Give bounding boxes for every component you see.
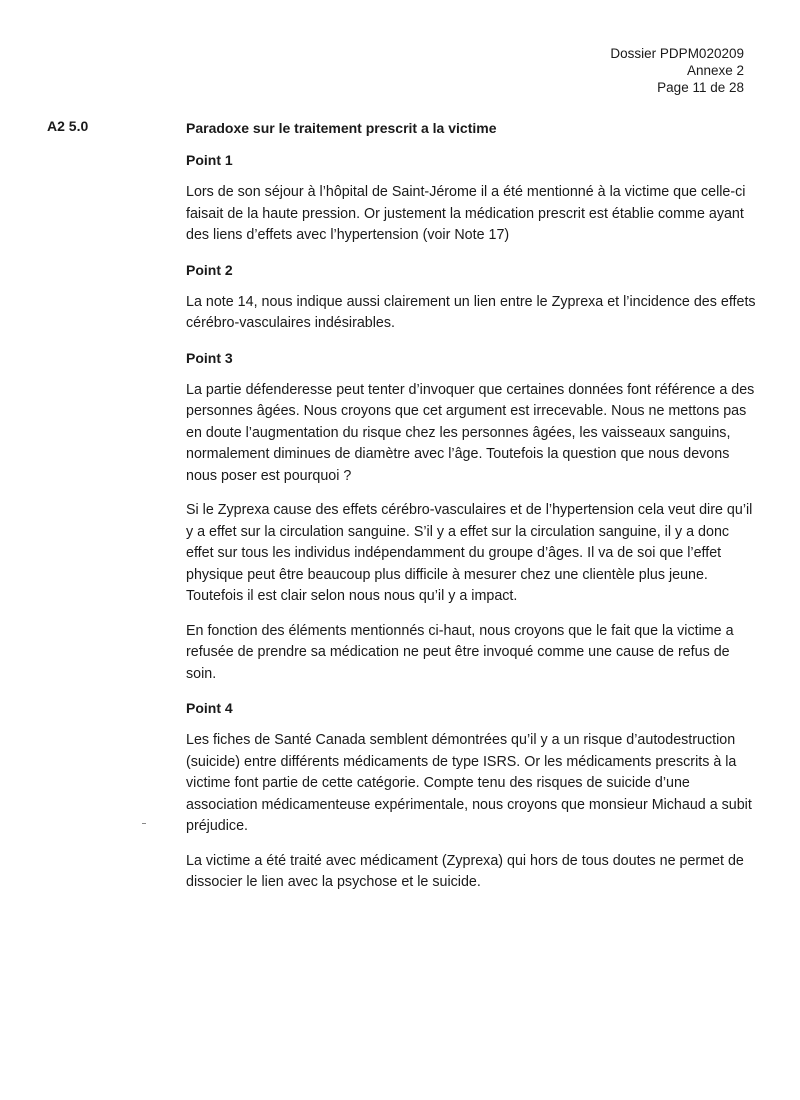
section-id: A2 5.0 [47, 118, 89, 134]
point-paragraph: Si le Zyprexa cause des effets cérébro-vasculaires et de l’hypertension cela veut dire qu’il y a effet sur la circulation sanguine. S’il y a effet sur la circulation sanguine, il y a donc effet sur tous les individus indépendamment du groupe d’âges. Il va de soi que l’effet physique peut être beaucoup plus difficile à mesurer chez une clientèle plus jeune. Toutefois il est clair selon nous nous qu’il y a impact. [186, 502, 753, 604]
section-title: Paradoxe sur le traitement prescrit a la victime [186, 120, 497, 136]
point-paragraph: Lors de son séjour à l’hôpital de Saint-Jérome il a été mentionné à la victime que celle-ci faisait de la haute pression. Or justement la médication prescrit est établie comme ayant des liens d’effets avec l’hypertension (voir Note 17) [186, 184, 746, 243]
point-paragraph: La note 14, nous indique aussi clairement un lien entre le Zyprexa et l’incidence des effets cérébro-vasculaires indésirables. [186, 293, 756, 331]
point-heading: Point 2 [186, 261, 233, 278]
dossier-number: Dossier PDPM020209 [610, 46, 744, 61]
point-paragraph: Les fiches de Santé Canada semblent démontrées qu’il y a un risque d’autodestruction (suicide) entre différents médicaments de type ISRS. Or les médicaments prescrits à la victime font partie de cette catégorie. Compte tenu des risques de suicide d’une association médicamenteuse expérimentale, nous croyons que monsieur Michaud a subit préjudice. [186, 732, 752, 834]
point-heading: Point 3 [186, 349, 233, 366]
point-heading: Point 4 [186, 700, 233, 716]
page-number: Page 11 de 28 [657, 80, 744, 95]
annexe-label: Annexe 2 [686, 63, 744, 78]
point-paragraph: En fonction des éléments mentionnés ci-haut, nous croyons que le fait que la victime a refusée de prendre sa médication ne peut être invoqué comme une cause de refus de soin. [186, 622, 734, 682]
point-heading: Point 1 [186, 152, 233, 168]
section-content [186, 118, 758, 907]
scan-artifact [142, 823, 146, 824]
point-paragraph: La victime a été traité avec médicament (Zyprexa) qui hors de tous doutes ne permet de dissocier le lien avec la psychose et le suicide. [186, 852, 744, 890]
point-paragraph: La partie défenderesse peut tenter d’invoquer que certaines données font référence a des personnes âgées. Nous croyons que cet argument est irrecevable. Nous ne mettons pas en doute l’augmentation du risque chez les personnes âgées, les vaisseaux sanguins, normalement diminues de diamètre avec l’âge. Toutefois la question que nous devons nous poser est pourquoi ? [186, 381, 755, 484]
page-header [610, 45, 744, 96]
